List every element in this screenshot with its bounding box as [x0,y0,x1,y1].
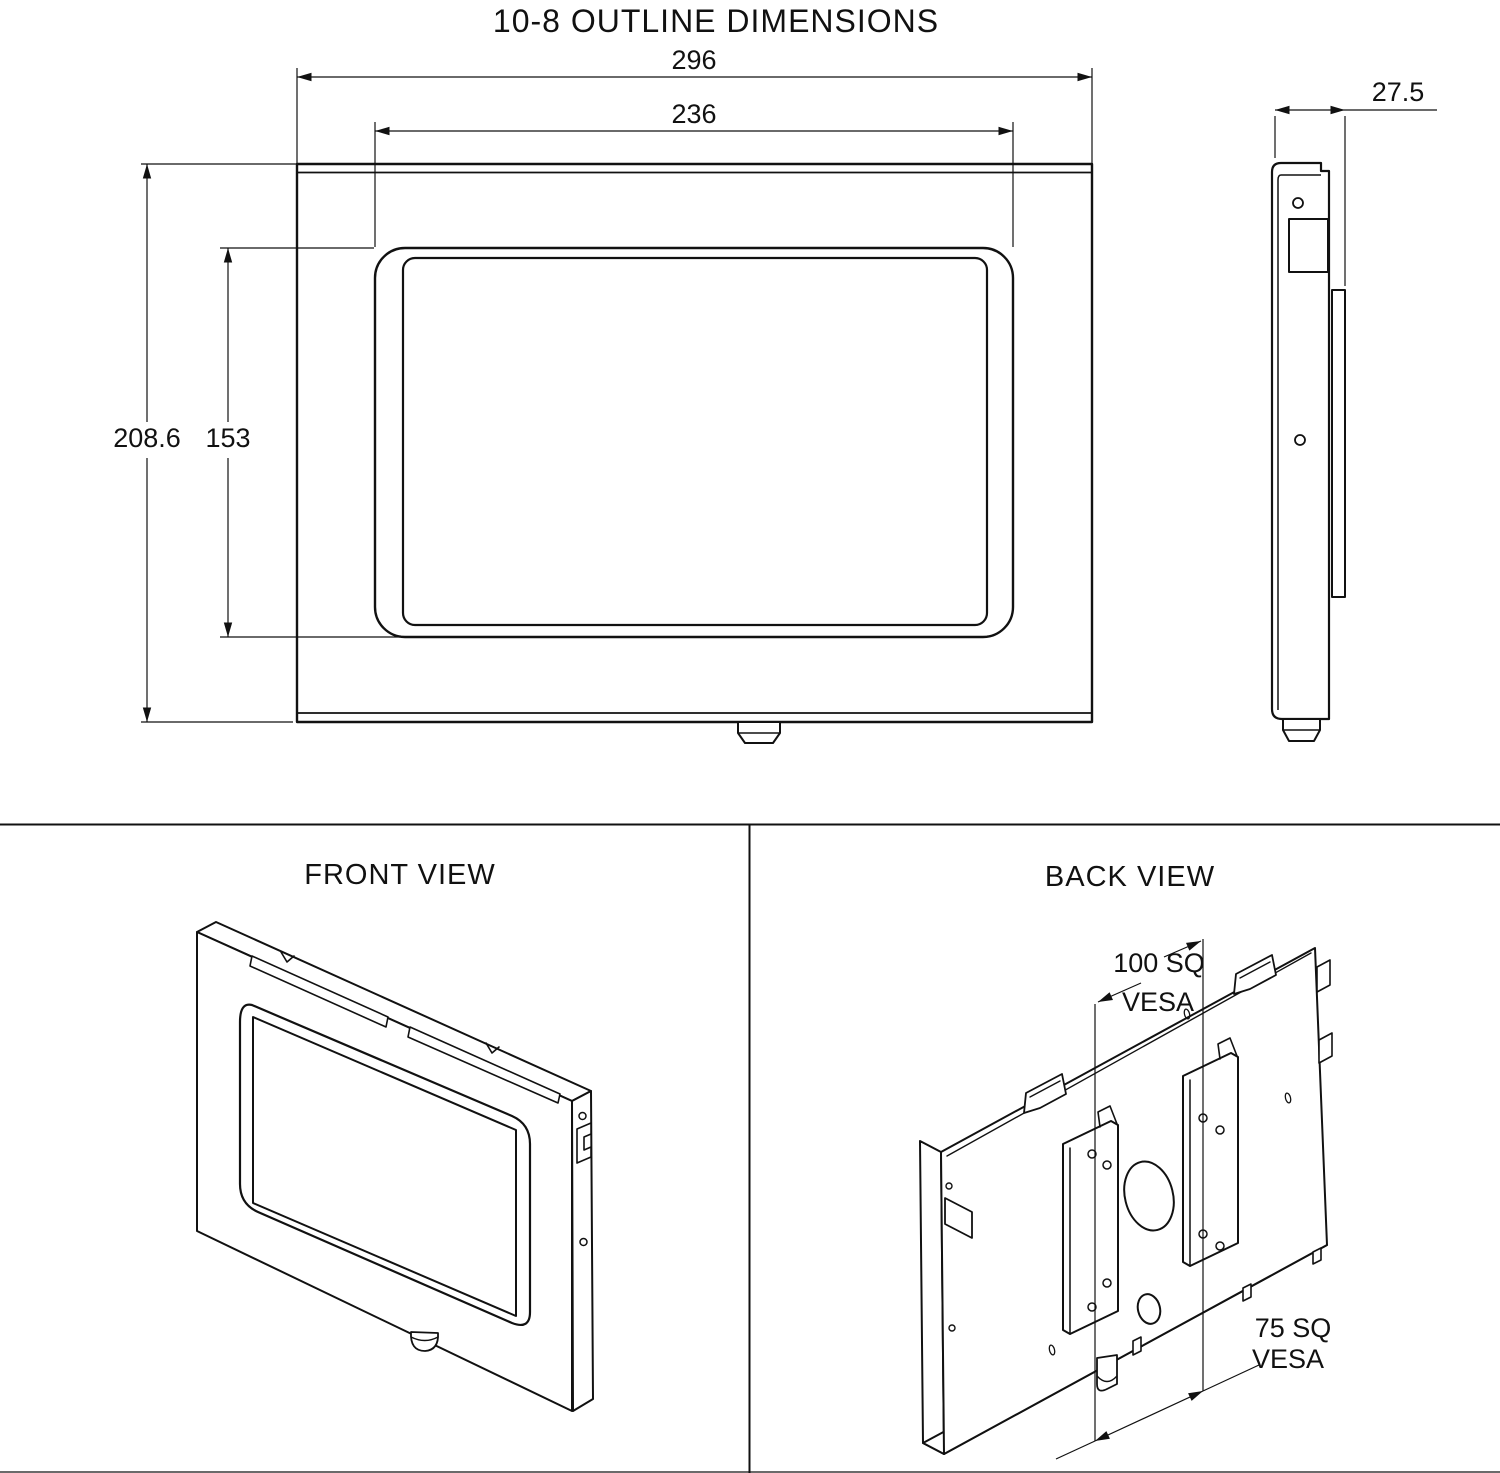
right-edge-notch-2 [1319,1033,1332,1063]
bottom-hook-2 [1243,1284,1251,1301]
dim-296: 296 [671,45,717,75]
dim-153: 153 [205,423,251,453]
vesa75-dim-line [1095,1391,1203,1441]
right-edge-notch-1 [1317,960,1330,992]
vesa-plate-profile [1332,290,1345,597]
front-view-label: FRONT VIEW [304,859,496,891]
front-foot-tab [411,1332,438,1351]
bottom-hook-1 [1133,1337,1141,1355]
vesa75-label-line1: 75 SQ [1254,1313,1332,1343]
ortho-side-view [1272,77,1437,741]
side-cutout [1289,219,1328,272]
side-hole-top [1293,198,1303,208]
ortho-front-view [297,164,1092,743]
side-hole-mid [1295,435,1305,445]
front-view-drawing [197,922,593,1411]
page-title: 10-8 OUTLINE DIMENSIONS [492,3,940,39]
dim-27-5: 27.5 [1371,77,1425,107]
vesa75-label-line2: VESA [1251,1344,1325,1374]
dim-236: 236 [671,99,717,129]
vesa100-label-line1: 100 SQ [1113,948,1205,978]
back-view-drawing [920,948,1332,1454]
vesa-rail-right [1183,1053,1238,1266]
back-view-label: BACK VIEW [1044,861,1216,893]
vesa100-label-line2: VESA [1121,987,1195,1017]
dim-208-6: 208.6 [113,423,181,453]
bottom-lock-tab-back [1097,1355,1117,1391]
screen-opening [403,258,987,625]
vesa-rail-left [1063,1121,1118,1334]
